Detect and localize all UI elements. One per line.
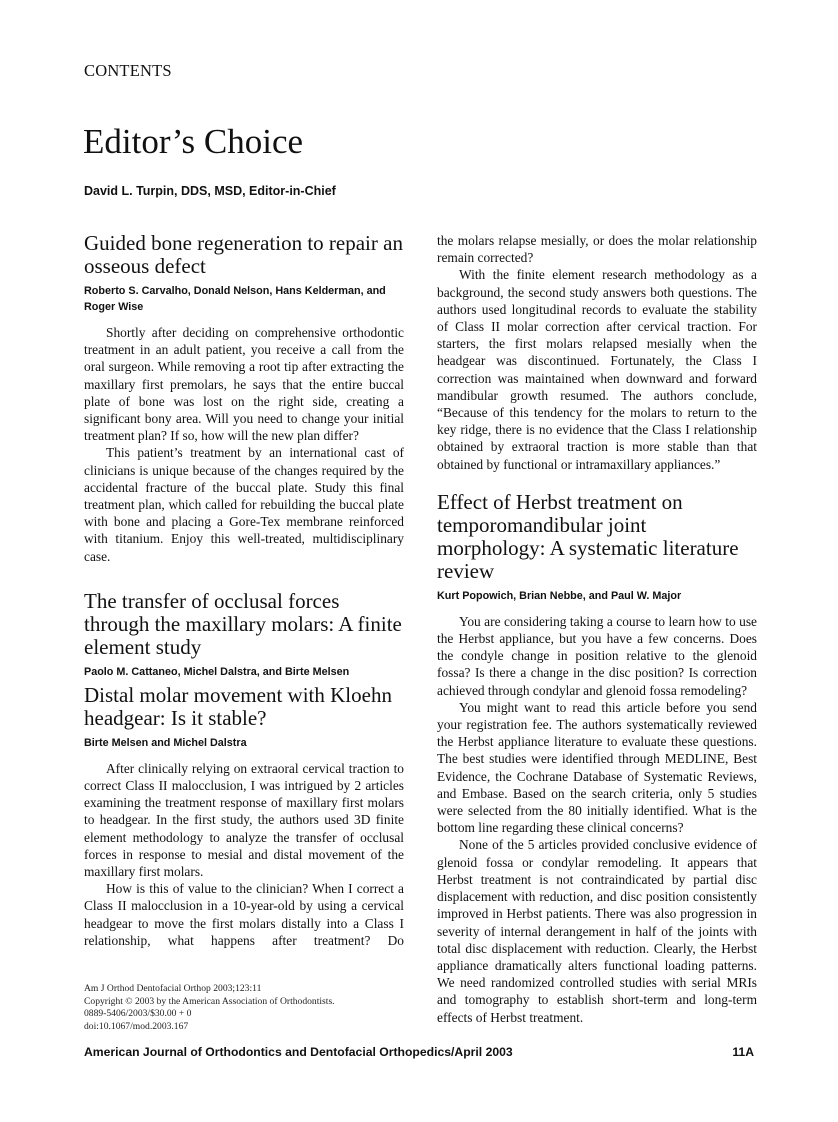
article-paragraph: Shortly after deciding on comprehensive orthodontic treatment in an adult patient, you receive a call from the oral surgeon. While removing a root tip after extracting the maxillary first premolars, he says that the entire buccal plate of bone was lost on the right side, creating a significant bony area. Will you need to change your initial treatment plan? If so, how will the new plan differ? — [84, 325, 404, 444]
section-label: CONTENTS — [84, 61, 172, 80]
article-authors: Kurt Popowich, Brian Nebbe, and Paul W. Major — [437, 589, 682, 602]
article-paragraph: You might want to read this article before you send your registration fee. The authors systematically reviewed the Herbst appliance literature to evaluate these questions. The best studies were identified through MEDLINE, Best Evidence, the Cochrane Database of Systematic Reviews, and Embase. Based on the search criteria, only 5 studies were selected from the 80 initially identified. What is the bottom line regarding these clinical concerns? — [437, 699, 757, 836]
article-paragraph: With the finite element research methodology as a background, the second study answers both questions. The authors used longitudinal records to evaluate the stability of Class II molar correction after cervical traction. For starters, the first molars relapsed mesially when the headgear was discontinued. Fortunately, the Class I correction was maintained when downward and forward mandibular growth resumed. The authors conclude, “Because of this tendency for the molars to return to the key ridge, there is no evidence that the Class I relationship obtained by extraoral traction is more stable than that obtained by functional or intramaxillary appliances.” — [437, 267, 757, 472]
article-distal-molar-movement-continued — [437, 232, 757, 473]
footer-journal: American Journal of Orthodontics and Dentofacial Orthopedics/April 2003 — [84, 1045, 513, 1059]
article-paragraph: After clinically relying on extraoral cervical traction to correct Class II malocclusion, I was intrigued by 2 articles examining the treatment response of maxillary first molars to headgear. In the first study, the authors used 3D finite element methodology to analyze the transfer of occlusal forces in response to mesial and distal movement of the maxillary first molars. — [84, 760, 404, 880]
page-footer — [84, 1045, 754, 1059]
article-paragraph: None of the 5 articles provided conclusive evidence of glenoid fossa or condylar remodeling. It appears that Herbst treatment is not contraindicated by partial disc displacement with reduction, and disc position consistently improved in Herbst patients. There was also progression in severity of internal derangement in half of the joints with total disc displacement with reduction. Clearly, the Herbst appliance dramatically alters functional loading patterns. We need randomized controlled studies with serial MRIs and tomography to establish short-term and long-term effects of Herbst treatment. — [437, 837, 757, 1025]
article-paragraph: You are considering taking a course to learn how to use the Herbst appliance, but you have a few concerns. Does the condyle change in position relative to the glenoid fossa? Is there a change in the disc position? Is correction achieved through condylar and glenoid fossa remodeling? — [437, 613, 757, 698]
citation-copyright: Copyright © 2003 by the American Association of Orthodontists. — [84, 995, 335, 1007]
citation-block — [84, 983, 335, 1034]
article-guided-bone-regeneration — [84, 232, 404, 565]
article-authors: Paolo M. Cattaneo, Michel Dalstra, and Birte Melsen — [84, 665, 350, 678]
article-authors: Roberto S. Carvalho, Donald Nelson, Hans Kelderman, and Roger Wise — [84, 285, 386, 313]
article-title: Distal molar movement with Kloehn headgear: Is it stable? — [84, 682, 392, 730]
article-transfer-occlusal-forces — [84, 590, 404, 680]
citation-journal: Am J Orthod Dentofacial Orthop 2003;123:11 — [84, 983, 262, 994]
right-column — [437, 232, 757, 1026]
article-authors: Birte Melsen and Michel Dalstra — [84, 736, 247, 749]
left-column — [84, 232, 404, 949]
article-herbst-treatment — [437, 491, 757, 1026]
page-title: Editor’s Choice — [83, 122, 304, 161]
citation-issn: 0889-5406/2003/$30.00 + 0 — [84, 1008, 192, 1020]
footer-page-number: 11A — [732, 1045, 754, 1059]
editor-byline: David L. Turpin, DDS, MSD, Editor-in-Chief — [84, 184, 336, 198]
article-paragraph: the molars relapse mesially, or does the molar relationship remain corrected? — [437, 233, 757, 266]
article-paragraph: How is this of value to the clinician? When I correct a Class II malocclusion in a 10-year-old by using a cervical headgear to move the first molars distally into a Class I relationship, what happens after treatment? Do — [84, 881, 404, 948]
article-paragraph: This patient’s treatment by an international cast of clinicians is unique because of the changes required by the accidental fracture of the buccal plate. Study this final treatment plan, which called for rebuilding the buccal plate with bone and placing a Gore-Tex membrane reinforced with titanium. Enjoy this well-treated, multidisciplinary case. — [84, 445, 404, 564]
article-title: The transfer of occlusal forces through the maxillary molars: A finite element study — [84, 588, 402, 659]
article-title: Effect of Herbst treatment on temporomandibular joint morphology: A systematic literature review — [437, 489, 739, 583]
article-distal-molar-movement — [84, 684, 404, 949]
article-title: Guided bone regeneration to repair an osseous defect — [84, 231, 403, 278]
citation-doi: doi:10.1067/mod.2003.167 — [84, 1021, 189, 1033]
